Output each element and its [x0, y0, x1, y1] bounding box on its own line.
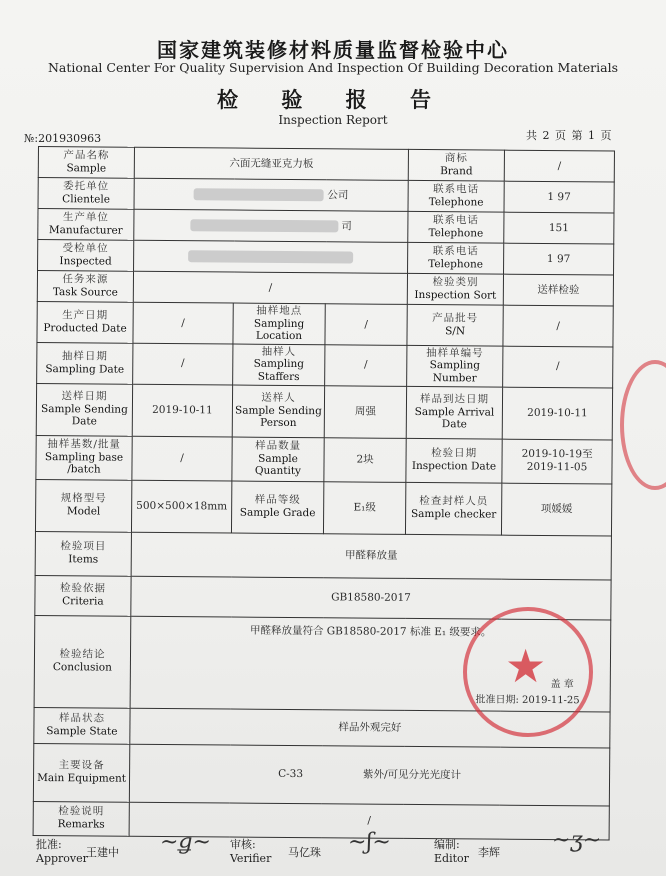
label-sample-sending-date: 送样日期 Sample Sending Date	[36, 383, 132, 436]
table-row	[37, 301, 613, 346]
org-title-cn: 国家建筑装修材料质量监督检验中心	[157, 38, 509, 62]
label-criteria: 检验依据 Criteria	[35, 575, 131, 616]
report-title-cn: 检 验 报 告	[217, 87, 449, 112]
label-manufacturer: 生产单位 Manufacturer	[38, 209, 134, 241]
label-inspection-date: 检验日期 Inspection Date	[406, 438, 502, 483]
value-sampling-staffers: /	[325, 345, 407, 386]
value-inspected-tel: 1 97	[504, 243, 614, 275]
label-sample: 产品名称 Sample	[38, 147, 134, 179]
value-sampling-location: /	[325, 304, 407, 345]
table-row	[33, 801, 609, 840]
value-brand: /	[504, 150, 614, 182]
value-sample-arrival-date: 2019-10-11	[502, 387, 612, 440]
value-task-source: /	[133, 271, 407, 304]
label-main-equipment: 主要设备 Main Equipment	[33, 743, 129, 802]
value-sample-sending-date: 2019-10-11	[132, 384, 232, 437]
value-main-equipment: C-33 紫外/可见分光光度计	[129, 744, 609, 806]
editor-signature: ~ʒ~	[552, 828, 602, 853]
label-inspected: 受检单位 Inspected	[38, 240, 134, 272]
value-sampling-number: /	[503, 346, 613, 388]
table-row	[37, 342, 613, 387]
label-task-source: 任务来源 Task Source	[37, 271, 133, 303]
verifier-signature: ~ʃ~	[348, 830, 391, 855]
value-inspected	[134, 240, 408, 273]
table-row	[38, 147, 614, 183]
value-sample-sending-person: 周强	[324, 385, 406, 438]
official-seal	[463, 607, 593, 737]
label-sampling-number: 抽样单编号 Sampling Number	[407, 345, 503, 387]
value-clientele: 公司	[134, 178, 408, 211]
redacted-block	[190, 219, 338, 233]
verifier-block: 审核: Verifier	[230, 838, 272, 865]
label-sampling-staffers: 抽样人 Sampling Staffers	[233, 344, 325, 386]
label-inspection-sort: 检验类别 Inspection Sort	[407, 273, 503, 305]
report-number: №:201930963	[24, 132, 102, 145]
label-remarks: 检验说明 Remarks	[33, 801, 129, 836]
label-sample-quantity: 样品数量 Sample Quantity	[232, 437, 324, 482]
label-conclusion: 检验结论 Conclusion	[34, 615, 131, 708]
value-manufacturer-tel: 151	[504, 212, 614, 244]
label-sample-sending-person: 送样人 Sample Sending Person	[232, 385, 324, 438]
label-clientele: 委托单位 Clientele	[38, 178, 134, 210]
table-row	[36, 383, 612, 440]
label-sample-checker: 检查封样人员 Sample checker	[405, 482, 501, 535]
label-sample-arrival-date: 样品到达日期 Sample Arrival Date	[406, 386, 502, 439]
table-row	[35, 479, 611, 536]
label-telephone: 联系电话 Telephone	[408, 242, 504, 274]
editor-block: 编制: Editor	[434, 838, 469, 865]
value-producted-date: /	[133, 302, 233, 344]
redacted-block	[188, 250, 354, 264]
report-title-en: Inspection Report	[278, 113, 388, 127]
value-sample-state: 样品外观完好	[130, 708, 610, 748]
value-sample-checker: 项媛媛	[501, 483, 611, 536]
approver-block: 批准: Approver	[36, 838, 88, 865]
table-row	[38, 178, 614, 214]
approver-signature: ~ǥ~	[160, 830, 211, 855]
value-sampling-base: /	[132, 436, 232, 481]
approver-name: 王建中	[86, 846, 119, 859]
editor-name: 李辉	[478, 846, 500, 859]
value-sn: /	[503, 305, 613, 347]
verifier-name: 马亿珠	[288, 846, 321, 859]
label-sampling-date: 抽样日期 Sampling Date	[37, 342, 133, 384]
value-model: 500×500×18mm	[131, 480, 231, 533]
label-items: 检验项目 Items	[35, 531, 131, 576]
page-info: 共 2 页 第 1 页	[526, 129, 613, 142]
value-inspection-sort: 送样检验	[503, 274, 613, 306]
label-sample-grade: 样品等级 Sample Grade	[231, 481, 323, 534]
label-telephone: 联系电话 Telephone	[408, 211, 504, 243]
table-row	[38, 240, 614, 276]
label-telephone: 联系电话 Telephone	[408, 180, 504, 212]
table-row	[35, 531, 611, 580]
value-clientele-tel: 1 97	[504, 181, 614, 213]
value-inspection-date: 2019-10-19至 2019-11-05	[502, 439, 612, 484]
issue-date: 批准日期: 2019-11-25	[475, 694, 580, 706]
value-sample: 六面无缝亚克力板	[134, 147, 408, 180]
value-sample-quantity: 2块	[324, 437, 406, 482]
table-row	[33, 743, 609, 806]
label-sampling-base: 抽样基数/批量 Sampling base /batch	[36, 435, 132, 480]
value-sample-grade: E₁级	[323, 481, 405, 534]
value-sampling-date: /	[133, 343, 233, 385]
label-producted-date: 生产日期 Producted Date	[37, 301, 133, 343]
org-title-en: National Center For Quality Supervision And Inspection Of Building Decoration Materials	[47, 60, 619, 75]
table-row	[36, 435, 612, 484]
label-brand: 商标 Brand	[408, 149, 504, 181]
value-criteria: GB18580-2017	[131, 576, 611, 620]
table-row	[37, 271, 613, 307]
value-remarks: /	[129, 802, 609, 840]
value-items: 甲醛释放量	[131, 532, 611, 580]
redacted-block	[194, 188, 324, 202]
star-icon: ★	[505, 639, 547, 693]
value-conclusion: 甲醛释放量符合 GB18580-2017 标准 E₁ 级要求。 盖 章 批准日期: 2019-11-25	[130, 616, 611, 712]
label-model: 规格型号 Model	[35, 479, 131, 532]
table-row	[38, 209, 614, 245]
label-sample-state: 样品状态 Sample State	[34, 707, 130, 744]
value-manufacturer: 司	[134, 209, 408, 242]
seal-note: 盖 章	[550, 678, 574, 690]
partial-seal	[620, 360, 666, 490]
label-sampling-location: 抽样地点 Sampling Location	[233, 303, 325, 345]
label-sn: 产品批号 S/N	[407, 304, 503, 346]
